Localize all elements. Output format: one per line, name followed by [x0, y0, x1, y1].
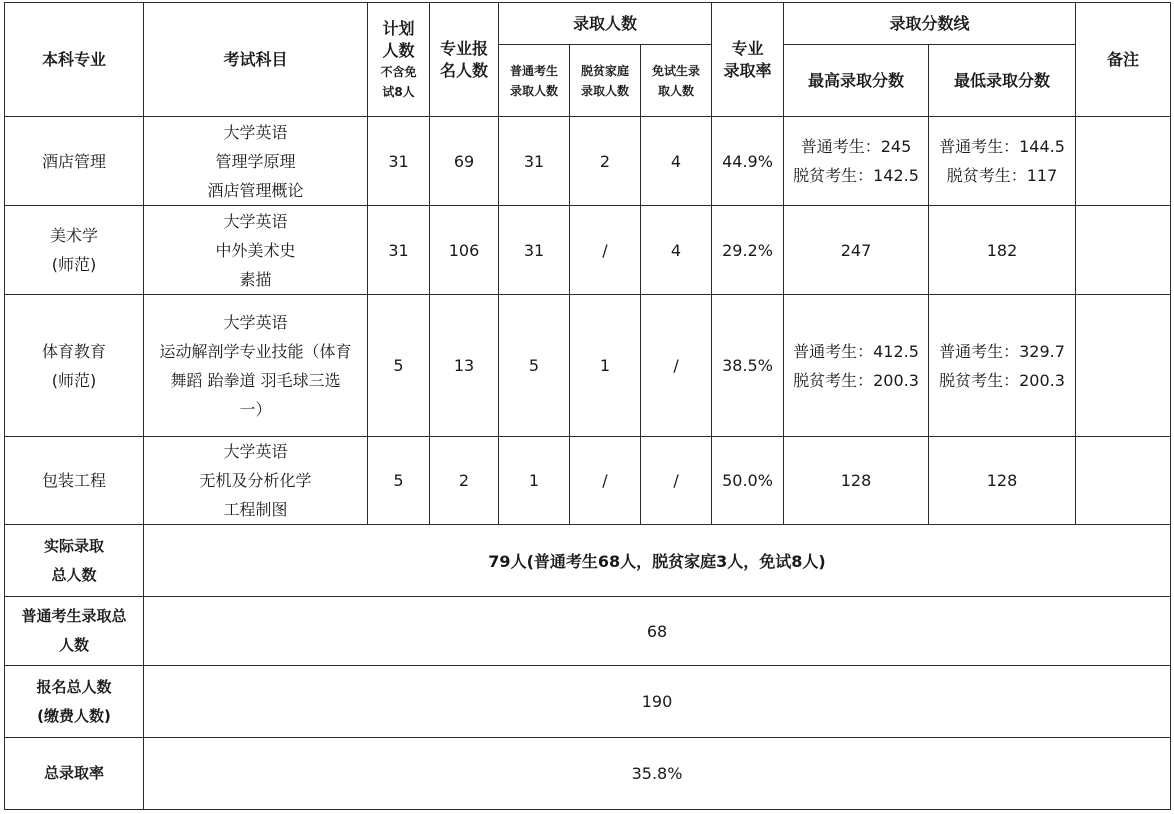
cell-score-min [929, 206, 1076, 295]
subject-line: 素描 [239, 269, 272, 289]
cell-remark [1076, 295, 1171, 437]
subject-line: 无机及分析化学 [199, 471, 312, 490]
cell-major [5, 206, 144, 295]
score-line: 128 [986, 471, 1018, 490]
subject-line: 舞蹈 跆拳道 羽毛球三选 [170, 370, 341, 390]
summary-label-line: 普通考生录取总 [21, 607, 127, 625]
header-admitted-regular [499, 45, 570, 117]
summary-label [5, 666, 144, 738]
summary-label-line: 总人数 [51, 565, 97, 584]
header-rate-line2: 录取率 [723, 60, 772, 80]
cell-poverty: 1 [570, 295, 641, 437]
header-admitted-group: 录取人数 [499, 3, 712, 45]
header-plan-line2: 人数 [382, 40, 415, 60]
header-admitted-poverty-line2: 录取人数 [580, 83, 629, 98]
score-line: 脱贫考生：200.3 [793, 370, 919, 390]
major-line: 体育教育 [41, 341, 106, 361]
cell-exempt: 4 [641, 206, 712, 295]
header-score-group: 录取分数线 [784, 3, 1076, 45]
header-remark: 备注 [1076, 3, 1171, 117]
major-line: 美术学 [49, 226, 98, 245]
header-admitted-regular-line1: 普通考生 [509, 63, 558, 78]
summary-value: 79人(普通考生68人，脱贫家庭3人，免试8人) [144, 525, 1171, 597]
header-admitted-exempt-line2: 取人数 [658, 83, 695, 98]
cell-plan: 5 [368, 437, 430, 525]
score-line: 脱贫考生：117 [946, 166, 1058, 185]
summary-label-line: (缴费人数) [37, 706, 111, 725]
cell-remark [1076, 437, 1171, 525]
admission-table [4, 2, 1171, 810]
subject-line: 大学英语 [223, 211, 288, 231]
score-line: 普通考生：144.5 [939, 137, 1065, 156]
header-admitted-exempt-line1: 免试生录 [652, 63, 701, 78]
cell-rate: 38.5% [712, 295, 784, 437]
score-line: 247 [840, 240, 872, 260]
cell-score-max [784, 117, 929, 206]
cell-major [5, 437, 144, 525]
table-row [5, 295, 1171, 437]
cell-exempt: / [641, 437, 712, 525]
header-admitted-poverty-line1: 脱贫家庭 [580, 63, 629, 78]
header-applicants-line2: 名人数 [439, 60, 488, 80]
subject-line: 工程制图 [223, 500, 288, 519]
summary-label-line: 报名总人数 [36, 677, 112, 696]
summary-value: 190 [144, 666, 1171, 738]
header-rate-line1: 专业 [731, 38, 764, 58]
summary-label-line: 人数 [58, 636, 89, 654]
subject-line: 大学英语 [223, 312, 288, 332]
cell-applicants: 2 [430, 437, 499, 525]
summary-row-total-admitted [5, 525, 1171, 597]
cell-remark [1076, 206, 1171, 295]
header-admitted-poverty [570, 45, 641, 117]
cell-exempt: 4 [641, 117, 712, 206]
header-admitted-regular-line2: 录取人数 [509, 83, 558, 98]
cell-regular: 31 [499, 206, 570, 295]
summary-row-total-applicants [5, 666, 1171, 738]
table-row [5, 206, 1171, 295]
header-applicants [430, 3, 499, 117]
subject-line: 一） [239, 399, 272, 419]
header-subjects: 考试科目 [144, 3, 368, 117]
summary-label [5, 597, 144, 666]
cell-score-max [784, 206, 929, 295]
summary-label [5, 738, 144, 810]
cell-remark [1076, 117, 1171, 206]
subject-line: 中外美术史 [215, 240, 296, 260]
cell-plan: 5 [368, 295, 430, 437]
cell-score-max [784, 295, 929, 437]
cell-major [5, 295, 144, 437]
score-line: 普通考生：245 [800, 137, 912, 156]
subject-line: 大学英语 [223, 442, 288, 461]
cell-applicants: 69 [430, 117, 499, 206]
cell-score-min [929, 295, 1076, 437]
header-score-max: 最高录取分数 [784, 45, 929, 117]
header-major: 本科专业 [5, 3, 144, 117]
subject-line: 管理学原理 [215, 151, 296, 171]
cell-poverty: 2 [570, 117, 641, 206]
cell-poverty: / [570, 206, 641, 295]
cell-poverty: / [570, 437, 641, 525]
header-row-1 [5, 3, 1171, 45]
cell-subjects [144, 295, 368, 437]
score-line: 普通考生：412.5 [793, 341, 919, 361]
table-row [5, 437, 1171, 525]
summary-label-line: 总录取率 [43, 764, 104, 782]
summary-label [5, 525, 144, 597]
cell-regular: 5 [499, 295, 570, 437]
score-line: 182 [986, 240, 1018, 260]
score-line: 普通考生：329.7 [939, 341, 1065, 361]
cell-rate: 29.2% [712, 206, 784, 295]
cell-subjects [144, 437, 368, 525]
header-applicants-line1: 专业报 [439, 38, 488, 58]
major-line: (师范) [51, 370, 97, 390]
subject-line: 酒店管理概论 [207, 180, 304, 200]
major-line: 酒店管理 [41, 151, 106, 171]
subject-line: 大学英语 [223, 122, 288, 142]
cell-subjects [144, 206, 368, 295]
cell-plan: 31 [368, 117, 430, 206]
cell-score-min [929, 117, 1076, 206]
cell-exempt: / [641, 295, 712, 437]
summary-row-total-rate [5, 738, 1171, 810]
cell-rate: 50.0% [712, 437, 784, 525]
header-plan-note2: 试8人 [382, 84, 415, 99]
cell-applicants: 13 [430, 295, 499, 437]
summary-value: 68 [144, 597, 1171, 666]
subject-line: 运动解剖学专业技能（体育 [159, 341, 352, 361]
major-line: (师范) [51, 255, 97, 274]
cell-regular: 31 [499, 117, 570, 206]
score-line: 128 [840, 471, 872, 490]
score-line: 脱贫考生：142.5 [793, 166, 919, 185]
cell-major [5, 117, 144, 206]
cell-score-min [929, 437, 1076, 525]
header-admitted-exempt [641, 45, 712, 117]
header-plan [368, 3, 430, 117]
table-row [5, 117, 1171, 206]
header-plan-note1: 不含免 [380, 64, 417, 79]
cell-plan: 31 [368, 206, 430, 295]
cell-score-max [784, 437, 929, 525]
score-line: 脱贫考生：200.3 [939, 370, 1065, 390]
header-rate [712, 3, 784, 117]
major-line: 包装工程 [41, 471, 106, 490]
header-score-min: 最低录取分数 [929, 45, 1076, 117]
header-plan-line1: 计划 [382, 18, 415, 38]
cell-regular: 1 [499, 437, 570, 525]
cell-rate: 44.9% [712, 117, 784, 206]
summary-label-line: 实际录取 [43, 536, 104, 555]
summary-row-regular-admitted [5, 597, 1171, 666]
cell-subjects [144, 117, 368, 206]
summary-value: 35.8% [144, 738, 1171, 810]
cell-applicants: 106 [430, 206, 499, 295]
